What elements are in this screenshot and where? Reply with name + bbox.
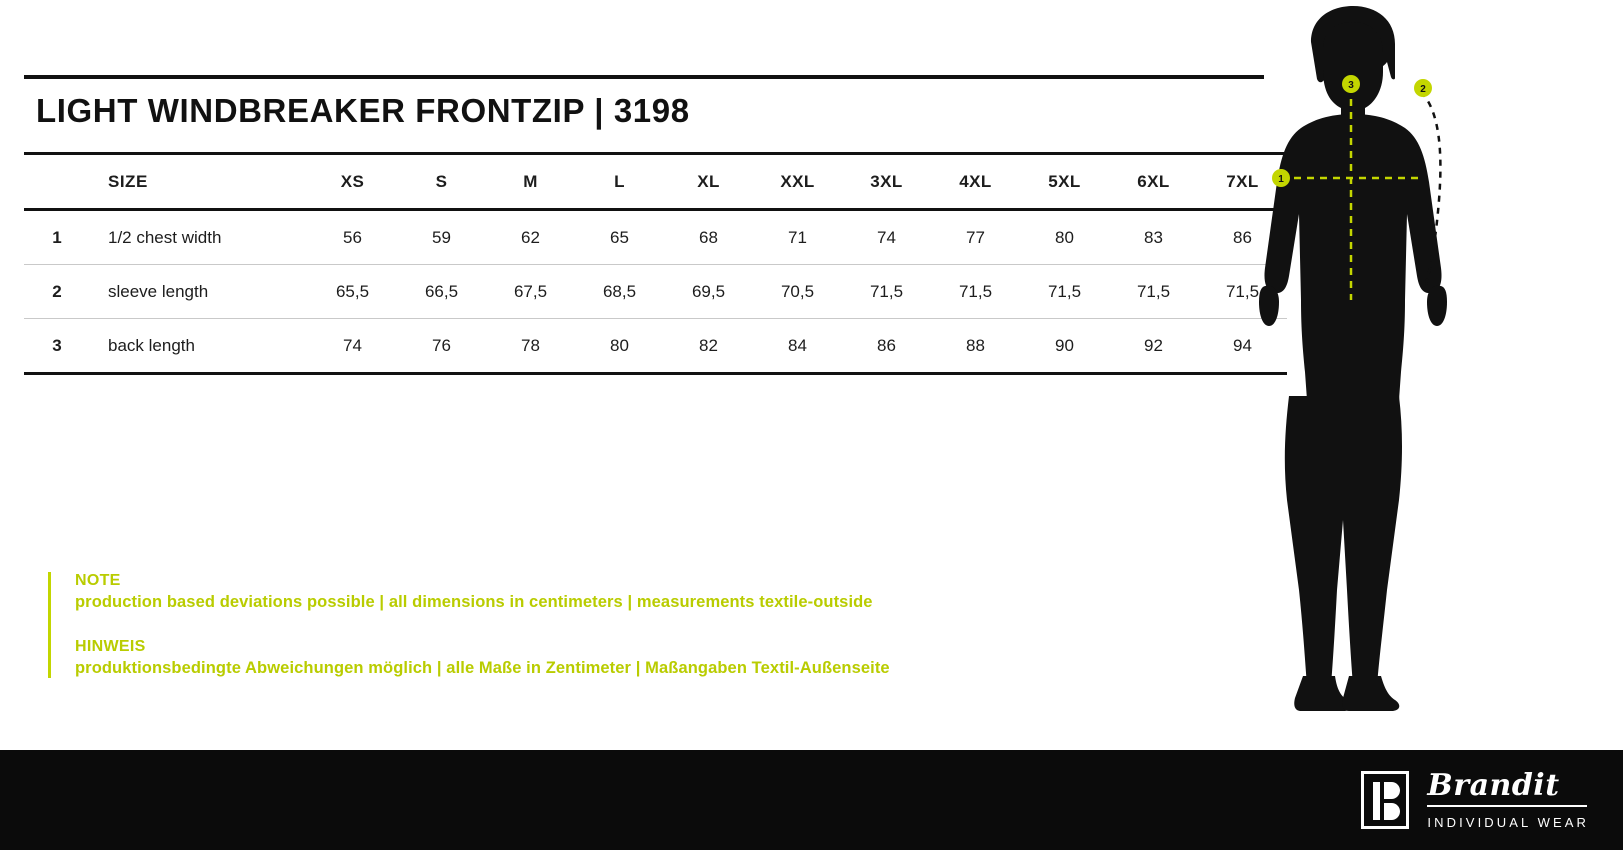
cell-value: 78 [521,335,540,355]
header-index [24,154,90,210]
cell-value: 65,5 [335,281,370,301]
notes-block [48,572,1075,678]
marker-3 [1342,75,1360,93]
table-row [24,210,1287,265]
header-size-5xl: 5XL [1048,171,1081,191]
marker-2-label: 2 [1420,84,1426,95]
row-label: back length [108,335,195,355]
header-size-s: S [435,171,448,191]
row-index: 3 [52,335,62,355]
size-table-body [24,210,1287,374]
cell-value: 74 [877,227,896,247]
cell-value: 68 [699,227,718,247]
row-label: 1/2 chest width [108,227,222,247]
cell-value: 59 [432,227,451,247]
body-silhouette [1259,6,1447,711]
measurement-figure [1253,0,1623,770]
cell-value: 77 [966,227,985,247]
cell-value: 82 [699,335,718,355]
note-heading-en: NOTE [75,572,121,589]
cell-value: 92 [1144,335,1163,355]
header-size-6xl: 6XL [1137,171,1170,191]
marker-1-label: 1 [1278,174,1284,185]
cell-value: 94 [1233,335,1252,355]
note-heading-de: HINWEIS [75,638,146,655]
cell-value: 84 [788,335,807,355]
header-size-4xl: 4XL [959,171,992,191]
cell-value: 90 [1055,335,1074,355]
cell-value: 71,5 [1225,281,1260,301]
cell-value: 83 [1144,227,1163,247]
cell-value: 69,5 [691,281,726,301]
brandit-b-logo-icon [1361,771,1409,829]
cell-value: 56 [343,227,362,247]
brand-tagline: INDIVIDUAL WEAR [1427,814,1589,830]
size-table [24,152,1287,375]
notes-spacer [75,612,1075,638]
cell-value: 71,5 [1136,281,1171,301]
note-text-de: produktionsbedingte Abweichungen möglich | alle Maße in Zentimeter | Maßangaben Textil-Außenseite [75,659,890,677]
header-size-label: SIZE [108,171,148,191]
cell-value: 88 [966,335,985,355]
cell-value: 70,5 [780,281,815,301]
body-silhouette-svg [1253,0,1623,770]
size-table-container [24,152,1264,375]
brand-lockup [1361,764,1589,836]
marker-3-label: 3 [1348,80,1354,91]
cell-value: 62 [521,227,540,247]
table-header-row [24,154,1287,210]
header-size-7xl: 7XL [1226,171,1259,191]
header-size-xs: XS [340,171,365,191]
footer-bar [0,750,1623,850]
header-size-3xl: 3XL [870,171,903,191]
header-size-xxl: XXL [780,171,815,191]
cell-value: 65 [610,227,629,247]
cell-value: 67,5 [513,281,548,301]
header-size-l: L [614,171,625,191]
row-index: 1 [52,227,62,247]
brand-text-block [1427,770,1589,830]
cell-value: 66,5 [424,281,459,301]
row-label: sleeve length [108,281,209,301]
brand-divider [1427,805,1587,807]
cell-value: 76 [432,335,451,355]
cell-value: 86 [877,335,896,355]
table-row [24,319,1287,374]
cell-value: 74 [343,335,362,355]
header-size-xl: XL [697,171,720,191]
marker-1 [1272,169,1290,187]
page-title: LIGHT WINDBREAKER FRONTZIP | 3198 [36,92,690,129]
cell-value: 68,5 [602,281,637,301]
cell-value: 86 [1233,227,1252,247]
note-text-en: production based deviations possible | all dimensions in centimeters | measurements textile-outside [75,593,873,611]
cell-value: 80 [610,335,629,355]
cell-value: 71,5 [1047,281,1082,301]
cell-value: 80 [1055,227,1074,247]
size-table-head [24,154,1287,210]
brand-name: Brandit [1427,768,1560,804]
title-top-rule [24,75,1264,79]
marker-2 [1414,79,1432,97]
cell-value: 71 [788,227,807,247]
header-size-m: M [523,171,538,191]
cell-value: 71,5 [958,281,993,301]
table-row [24,265,1287,319]
row-index: 2 [52,281,62,301]
cell-value: 71,5 [869,281,904,301]
